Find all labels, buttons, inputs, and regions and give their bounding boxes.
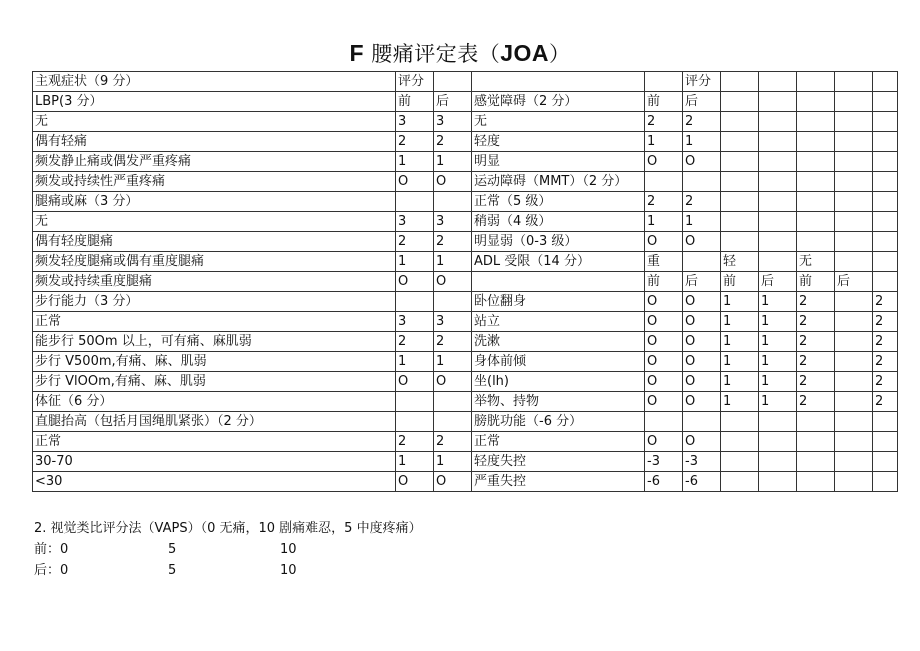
table-cell: 1	[645, 212, 683, 232]
table-row	[33, 432, 898, 452]
table-cell: 1	[434, 252, 472, 272]
table-cell	[759, 212, 797, 232]
table-cell: 1	[683, 212, 721, 232]
table-row	[33, 152, 898, 172]
table-cell	[835, 292, 873, 312]
table-cell	[645, 172, 683, 192]
table-cell: 2	[873, 372, 898, 392]
table-cell: 2	[396, 432, 434, 452]
table-row	[33, 212, 898, 232]
table-cell: 步行 VlOOm,有痛、麻、肌弱	[33, 372, 396, 392]
table-cell	[759, 472, 797, 492]
table-cell: 频发轻度腿痛或偶有重度腿痛	[33, 252, 396, 272]
table-row	[33, 132, 898, 152]
table-cell: 2	[797, 332, 835, 352]
table-cell	[835, 172, 873, 192]
table-cell: O	[396, 372, 434, 392]
title-suffix: ）	[549, 42, 571, 66]
table-cell: 能步行 50Om 以上，可有痛、麻肌弱	[33, 332, 396, 352]
table-cell	[873, 272, 898, 292]
vaps-after-row	[34, 560, 422, 581]
table-cell	[797, 472, 835, 492]
table-cell	[835, 372, 873, 392]
table-cell	[759, 232, 797, 252]
table-cell	[472, 272, 645, 292]
table-cell: O	[683, 372, 721, 392]
table-cell	[396, 412, 434, 432]
table-cell	[683, 412, 721, 432]
table-cell: 偶有轻度腿痛	[33, 232, 396, 252]
table-cell: 频发或持续性严重疼痛	[33, 172, 396, 192]
table-cell	[721, 112, 759, 132]
table-cell	[873, 192, 898, 212]
table-cell	[835, 312, 873, 332]
vaps-after-label: 后：0	[34, 563, 69, 578]
table-cell: O	[396, 172, 434, 192]
table-cell: 2	[434, 232, 472, 252]
table-cell: 2	[434, 132, 472, 152]
table-cell: 3	[434, 112, 472, 132]
table-cell	[835, 452, 873, 472]
table-cell	[759, 92, 797, 112]
table-row	[33, 372, 898, 392]
table-cell	[721, 212, 759, 232]
table-cell	[721, 232, 759, 252]
table-cell: 2	[434, 332, 472, 352]
table-cell: 1	[396, 252, 434, 272]
table-cell: 2	[797, 312, 835, 332]
table-cell	[759, 172, 797, 192]
table-row	[33, 452, 898, 472]
table-cell: 3	[396, 112, 434, 132]
table-cell	[645, 72, 683, 92]
table-cell: 1	[759, 392, 797, 412]
table-cell	[721, 432, 759, 452]
table-cell: O	[683, 352, 721, 372]
table-cell: 2	[873, 292, 898, 312]
table-cell: O	[645, 292, 683, 312]
table-row	[33, 332, 898, 352]
table-cell	[873, 432, 898, 452]
table-cell	[797, 72, 835, 92]
title-abbr: JOA	[500, 40, 550, 66]
table-cell	[434, 72, 472, 92]
table-cell: 站立	[472, 312, 645, 332]
table-cell: O	[683, 152, 721, 172]
table-cell: 1	[721, 332, 759, 352]
table-cell	[797, 92, 835, 112]
table-cell: 2	[396, 132, 434, 152]
table-row	[33, 92, 898, 112]
vaps-before-label: 前：0	[34, 542, 69, 557]
table-cell: 1	[434, 352, 472, 372]
table-cell: O	[645, 352, 683, 372]
table-cell: 2	[434, 432, 472, 452]
title-main: 腰痛评定表（	[371, 42, 501, 66]
table-cell: 严重失控	[472, 472, 645, 492]
table-cell	[759, 112, 797, 132]
table-cell	[645, 412, 683, 432]
table-cell: <30	[33, 472, 396, 492]
table-cell: 体征（6 分）	[33, 392, 396, 412]
table-cell: 无	[33, 112, 396, 132]
table-cell: 轻度失控	[472, 452, 645, 472]
vaps-heading: 2. 视觉类比评分法（VAPS）（0 无痛，10 剧痛难忍，5 中度疼痛）	[34, 521, 422, 536]
table-cell: 1	[396, 352, 434, 372]
table-cell: 无	[797, 252, 835, 272]
table-cell: 无	[472, 112, 645, 132]
table-cell: 前	[396, 92, 434, 112]
table-row	[33, 392, 898, 412]
table-cell	[759, 72, 797, 92]
table-cell: -3	[683, 452, 721, 472]
table-cell: 步行能力（3 分）	[33, 292, 396, 312]
table-cell	[835, 192, 873, 212]
table-cell	[873, 252, 898, 272]
table-cell	[873, 172, 898, 192]
table-cell: 前	[721, 272, 759, 292]
table-cell	[835, 232, 873, 252]
table-cell	[396, 392, 434, 412]
table-row	[33, 292, 898, 312]
table-cell: O	[434, 272, 472, 292]
table-cell: O	[645, 232, 683, 252]
table-cell: 感觉障碍（2 分）	[472, 92, 645, 112]
table-cell: O	[434, 372, 472, 392]
table-cell: 3	[434, 312, 472, 332]
table-cell: 3	[396, 212, 434, 232]
table-cell: 2	[797, 352, 835, 372]
table-cell: 重	[645, 252, 683, 272]
table-cell	[835, 332, 873, 352]
table-cell	[835, 92, 873, 112]
table-cell	[797, 132, 835, 152]
table-row	[33, 72, 898, 92]
table-cell: 评分	[396, 72, 434, 92]
table-cell: O	[645, 312, 683, 332]
table-cell: O	[645, 432, 683, 452]
table-cell: O	[683, 432, 721, 452]
table-cell	[873, 132, 898, 152]
table-cell: 1	[396, 452, 434, 472]
table-cell: 直腿抬高（包括月国绳肌紧张）（2 分）	[33, 412, 396, 432]
table-row	[33, 472, 898, 492]
table-cell	[434, 412, 472, 432]
table-cell	[873, 452, 898, 472]
table-cell: 正常（5 级）	[472, 192, 645, 212]
table-cell	[797, 112, 835, 132]
table-cell	[721, 72, 759, 92]
table-cell	[873, 92, 898, 112]
table-cell: 1	[759, 292, 797, 312]
table-cell: ADL 受限（14 分）	[472, 252, 645, 272]
table-cell: 轻	[721, 252, 759, 272]
table-cell: 洗漱	[472, 332, 645, 352]
table-cell	[797, 412, 835, 432]
table-cell: 2	[645, 192, 683, 212]
table-cell: 偶有轻痛	[33, 132, 396, 152]
table-cell	[835, 112, 873, 132]
table-cell: 明显	[472, 152, 645, 172]
table-cell: 步行 V500m,有痛、麻、肌弱	[33, 352, 396, 372]
table-cell	[835, 352, 873, 372]
table-cell	[721, 192, 759, 212]
table-cell	[797, 172, 835, 192]
table-row	[33, 112, 898, 132]
table-cell	[873, 212, 898, 232]
table-cell: 1	[434, 152, 472, 172]
table-cell	[873, 412, 898, 432]
table-cell: 举物、持物	[472, 392, 645, 412]
table-cell: 前	[797, 272, 835, 292]
table-cell: 膀胱功能（-6 分）	[472, 412, 645, 432]
table-cell: 前	[645, 272, 683, 292]
table-cell: 运动障碍（MMT）（2 分）	[472, 172, 645, 192]
table-cell: O	[683, 292, 721, 312]
table-cell	[797, 152, 835, 172]
vaps-after-mid: 5	[168, 563, 177, 578]
title-prefix: F	[349, 40, 365, 66]
table-cell: 2	[396, 332, 434, 352]
vaps-section	[34, 518, 422, 581]
table-cell	[835, 152, 873, 172]
vaps-after-max: 10	[280, 563, 297, 578]
table-cell	[759, 132, 797, 152]
table-row	[33, 352, 898, 372]
table-cell: 2	[873, 352, 898, 372]
table-cell	[396, 292, 434, 312]
table-cell: 1	[759, 352, 797, 372]
table-cell: 1	[721, 292, 759, 312]
table-cell: 明显弱（0-3 级）	[472, 232, 645, 252]
table-cell: 2	[797, 392, 835, 412]
table-cell: 无	[33, 212, 396, 232]
table-cell: 1	[721, 352, 759, 372]
table-row	[33, 272, 898, 292]
table-cell	[797, 232, 835, 252]
table-cell: 后	[835, 272, 873, 292]
table-cell: 腿痛或麻（3 分）	[33, 192, 396, 212]
table-cell	[721, 132, 759, 152]
table-cell: 稍弱（4 级）	[472, 212, 645, 232]
table-cell: 正常	[33, 432, 396, 452]
table-cell	[721, 452, 759, 472]
table-cell: 2	[873, 332, 898, 352]
table-cell	[835, 212, 873, 232]
table-cell: 2	[396, 232, 434, 252]
table-cell: 1	[759, 312, 797, 332]
table-cell	[873, 72, 898, 92]
table-cell	[759, 252, 797, 272]
table-cell	[873, 232, 898, 252]
table-cell: LBP(3 分）	[33, 92, 396, 112]
table-cell: 1	[683, 132, 721, 152]
table-cell: O	[645, 332, 683, 352]
table-cell: -6	[645, 472, 683, 492]
table-cell: O	[683, 332, 721, 352]
table-cell: O	[645, 152, 683, 172]
table-cell	[835, 252, 873, 272]
table-cell: 身体前倾	[472, 352, 645, 372]
table-row	[33, 312, 898, 332]
table-cell	[434, 392, 472, 412]
table-row	[33, 192, 898, 212]
table-cell: O	[434, 472, 472, 492]
table-cell	[721, 152, 759, 172]
table-cell: 2	[873, 392, 898, 412]
table-cell: 1	[759, 332, 797, 352]
table-cell	[683, 172, 721, 192]
table-cell: 后	[434, 92, 472, 112]
table-cell: -3	[645, 452, 683, 472]
table-cell: 1	[396, 152, 434, 172]
table-cell: 主观症状（9 分）	[33, 72, 396, 92]
table-cell: 1	[434, 452, 472, 472]
table-cell: O	[645, 392, 683, 412]
table-cell: 正常	[472, 432, 645, 452]
table-cell	[759, 452, 797, 472]
table-cell: 2	[645, 112, 683, 132]
table-cell: 坐(lh)	[472, 372, 645, 392]
table-row	[33, 232, 898, 252]
table-cell	[759, 412, 797, 432]
table-cell: 2	[797, 372, 835, 392]
table-cell	[835, 472, 873, 492]
table-cell	[797, 452, 835, 472]
table-cell: 频发或持续重度腿痛	[33, 272, 396, 292]
table-cell	[759, 192, 797, 212]
table-cell: 正常	[33, 312, 396, 332]
table-cell	[873, 112, 898, 132]
vaps-before-mid: 5	[168, 542, 177, 557]
table-cell	[797, 192, 835, 212]
table-row	[33, 252, 898, 272]
table-cell: 2	[683, 112, 721, 132]
table-cell	[873, 152, 898, 172]
table-cell: O	[683, 232, 721, 252]
table-cell	[721, 92, 759, 112]
table-cell: 前	[645, 92, 683, 112]
table-cell	[721, 172, 759, 192]
table-cell	[835, 132, 873, 152]
table-cell: 后	[683, 272, 721, 292]
table-cell: 轻度	[472, 132, 645, 152]
table-cell	[683, 252, 721, 272]
table-cell: 1	[721, 392, 759, 412]
table-cell: O	[434, 172, 472, 192]
table-cell	[873, 472, 898, 492]
table-cell: O	[645, 372, 683, 392]
table-cell	[721, 472, 759, 492]
table-cell	[434, 292, 472, 312]
joa-score-table	[32, 71, 898, 492]
table-cell	[434, 192, 472, 212]
table-cell: -6	[683, 472, 721, 492]
table-cell	[835, 392, 873, 412]
table-cell: 后	[683, 92, 721, 112]
table-row	[33, 412, 898, 432]
table-cell: 3	[396, 312, 434, 332]
table-cell	[797, 432, 835, 452]
table-cell: 2	[797, 292, 835, 312]
table-cell	[797, 212, 835, 232]
table-cell: O	[683, 392, 721, 412]
table-cell: 后	[759, 272, 797, 292]
table-cell: 评分	[683, 72, 721, 92]
table-cell	[472, 72, 645, 92]
table-cell: 1	[759, 372, 797, 392]
table-cell: 1	[721, 372, 759, 392]
table-cell: 1	[721, 312, 759, 332]
table-cell	[721, 412, 759, 432]
page-title	[0, 38, 920, 68]
table-cell: O	[683, 312, 721, 332]
vaps-before-row	[34, 539, 422, 560]
table-cell	[759, 432, 797, 452]
table-row	[33, 172, 898, 192]
table-cell: O	[396, 472, 434, 492]
table-cell	[759, 152, 797, 172]
table-cell	[396, 192, 434, 212]
table-cell: 3	[434, 212, 472, 232]
table-cell	[835, 412, 873, 432]
table-cell: 1	[645, 132, 683, 152]
table-cell: 2	[683, 192, 721, 212]
table-cell: 频发静止痛或偶发严重疼痛	[33, 152, 396, 172]
vaps-before-max: 10	[280, 542, 297, 557]
table-cell: 卧位翻身	[472, 292, 645, 312]
table-cell: 30-70	[33, 452, 396, 472]
table-cell: O	[396, 272, 434, 292]
table-cell	[835, 432, 873, 452]
table-cell: 2	[873, 312, 898, 332]
table-cell	[835, 72, 873, 92]
